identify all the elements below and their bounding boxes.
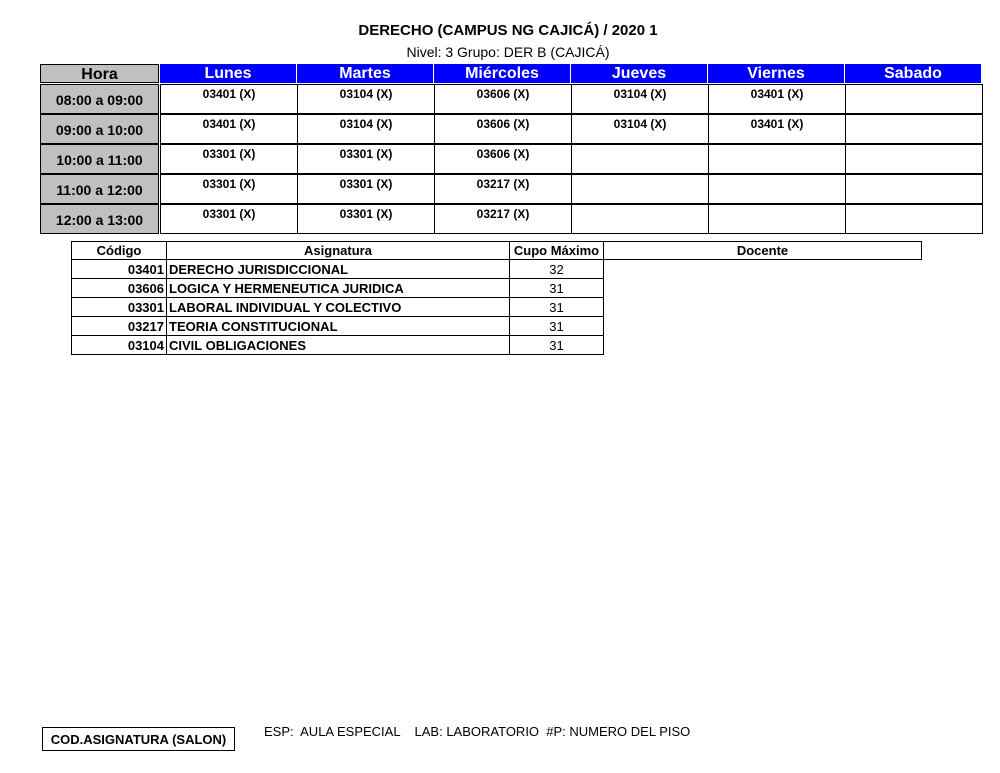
subject-name: TEORIA CONSTITUCIONAL xyxy=(167,317,510,336)
day-header-4: Viernes xyxy=(708,64,845,83)
docente-cell xyxy=(604,336,922,355)
subjects-header-row xyxy=(72,242,922,260)
schedule-cell: 03401 (X) xyxy=(160,114,298,144)
subject-name: CIVIL OBLIGACIONES xyxy=(167,336,510,355)
docente-cell xyxy=(604,298,922,317)
schedule-cell xyxy=(845,204,983,234)
page-title: DERECHO (CAMPUS NG CAJICÁ) / 2020 1 xyxy=(358,22,658,39)
docente-cell xyxy=(604,260,922,279)
schedule-cell: 03401 (X) xyxy=(708,84,846,114)
schedule-cell: 03401 (X) xyxy=(708,114,846,144)
schedule-cell xyxy=(571,144,709,174)
time-slot-label: 08:00 a 09:00 xyxy=(40,84,159,114)
time-slot-label: 10:00 a 11:00 xyxy=(40,144,159,174)
subject-cupo: 32 xyxy=(510,260,604,279)
subjects-body xyxy=(72,260,922,355)
schedule-cell: 03217 (X) xyxy=(434,174,572,204)
subject-cupo: 31 xyxy=(510,279,604,298)
day-header-2: Miércoles xyxy=(434,64,571,83)
day-header-5: Sabado xyxy=(845,64,982,83)
subject-name: DERECHO JURISDICCIONAL xyxy=(167,260,510,279)
code-header: Código xyxy=(72,242,167,260)
page-subtitle: Nivel: 3 Grupo: DER B (CAJICÁ) xyxy=(406,44,610,60)
day-header-3: Jueves xyxy=(571,64,708,83)
subject-code: 03401 xyxy=(72,260,167,279)
schedule-cell: 03301 (X) xyxy=(297,204,435,234)
schedule-cell: 03301 (X) xyxy=(160,144,298,174)
subject-code: 03301 xyxy=(72,298,167,317)
subject-row xyxy=(72,298,922,317)
legend-text: ESP: AULA ESPECIAL LAB: LABORATORIO #P: NUMERO DEL PISO xyxy=(264,724,691,739)
subject-row xyxy=(72,279,922,298)
schedule-cell: 03217 (X) xyxy=(434,204,572,234)
docente-cell xyxy=(604,317,922,336)
schedule-cell: 03104 (X) xyxy=(571,114,709,144)
schedule-cell: 03104 (X) xyxy=(297,84,435,114)
subjects-table xyxy=(71,241,922,355)
subject-cupo: 31 xyxy=(510,317,604,336)
schedule-cell xyxy=(708,204,846,234)
name-header: Asignatura xyxy=(167,242,510,260)
schedule-cell: 03606 (X) xyxy=(434,114,572,144)
time-slot-label: 12:00 a 13:00 xyxy=(40,204,159,234)
schedule-cell: 03606 (X) xyxy=(434,144,572,174)
schedule-cell: 03401 (X) xyxy=(160,84,298,114)
schedule-cell: 03301 (X) xyxy=(297,144,435,174)
subject-cupo: 31 xyxy=(510,336,604,355)
schedule-cell: 03301 (X) xyxy=(297,174,435,204)
docente-cell xyxy=(604,279,922,298)
hora-header: Hora xyxy=(40,64,159,83)
subject-code: 03606 xyxy=(72,279,167,298)
subject-row xyxy=(72,336,922,355)
schedule-cell xyxy=(571,204,709,234)
schedule-cell xyxy=(845,144,983,174)
subject-row xyxy=(72,317,922,336)
legend-box: COD.ASIGNATURA (SALON) xyxy=(42,727,235,751)
schedule-cell xyxy=(708,174,846,204)
schedule-cell: 03104 (X) xyxy=(571,84,709,114)
schedule-cell xyxy=(571,174,709,204)
schedule-cell: 03301 (X) xyxy=(160,174,298,204)
time-slot-label: 09:00 a 10:00 xyxy=(40,114,159,144)
time-slot-label: 11:00 a 12:00 xyxy=(40,174,159,204)
schedule-cell: 03301 (X) xyxy=(160,204,298,234)
subject-name: LABORAL INDIVIDUAL Y COLECTIVO xyxy=(167,298,510,317)
schedule-cell xyxy=(845,84,983,114)
subject-name: LOGICA Y HERMENEUTICA JURIDICA xyxy=(167,279,510,298)
day-header-1: Martes xyxy=(297,64,434,83)
schedule-cell xyxy=(708,144,846,174)
subject-row xyxy=(72,260,922,279)
schedule-cell xyxy=(845,174,983,204)
schedule-cell xyxy=(845,114,983,144)
docente-header: Docente xyxy=(604,242,922,260)
subject-cupo: 31 xyxy=(510,298,604,317)
subject-code: 03104 xyxy=(72,336,167,355)
subject-code: 03217 xyxy=(72,317,167,336)
day-header-0: Lunes xyxy=(160,64,297,83)
cupo-header: Cupo Máximo xyxy=(510,242,604,260)
schedule-cell: 03606 (X) xyxy=(434,84,572,114)
schedule-cell: 03104 (X) xyxy=(297,114,435,144)
